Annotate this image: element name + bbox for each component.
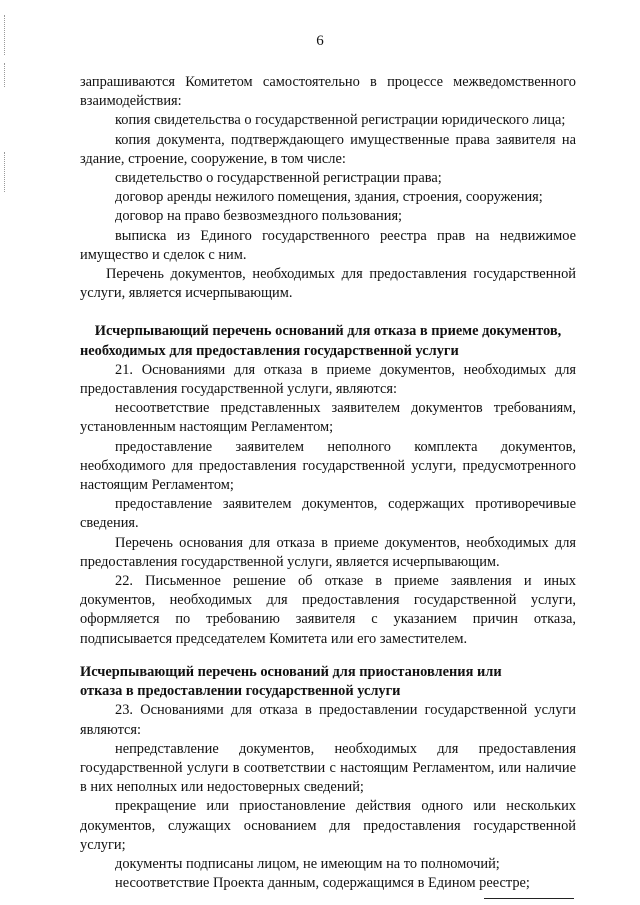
paragraph: несоответствие Проекта данным, содержащимся в Едином реестре; [115, 875, 530, 892]
paragraph: Перечень основания для отказа в приеме документов, необходимых для предоставления государственной услуги, является исчерпывающим. [80, 534, 576, 570]
paragraph: предоставление заявителем неполного комплекта документов, необходимого для предоставления государственной услуги, предусмотренного настоящим Регламентом; [80, 438, 576, 494]
paragraph: договор на право безвозмездного пользования; [115, 208, 403, 225]
paragraph: копия свидетельства о государственной регистрации юридического лица; [115, 112, 566, 129]
page-number: 6 [316, 33, 324, 49]
paragraph: непредставление документов, необходимых для предоставления государственной услуги в соответствии с настоящим Регламентом, или наличие в них неполных или недостоверных сведений; [80, 740, 576, 796]
paragraph: договор аренды нежилого помещения, здания, строения, сооружения; [115, 189, 543, 206]
paragraph: 23. Основаниями для отказа в предоставлении государственной услуги являются: [80, 702, 576, 738]
document-body [80, 73, 576, 893]
paragraph: предоставление заявителем документов, содержащих противоречивые сведения. [80, 496, 576, 532]
section-heading-line: Исчерпывающий перечень оснований для приостановления или [80, 663, 502, 680]
paragraph: 21. Основаниями для отказа в приеме документов, необходимых для предоставления государственной услуги, являются: [80, 361, 576, 398]
section-heading-line: отказа в предоставлении государственной услуги [80, 683, 401, 700]
margin-scan-mark [4, 152, 9, 192]
paragraph: несоответствие представленных заявителем документов требованиям, установленным настоящим Регламентом; [80, 400, 576, 436]
paragraph: 22. Письменное решение об отказе в приеме заявления и иных документов, необходимых для предоставления государственной услуги, оформляется по требованию заявителя с указанием причин отказа, подписывается председателем Комитета или его заместителем. [80, 573, 576, 647]
margin-scan-mark [4, 63, 9, 87]
paragraph: копия документа, подтверждающего имущественные права заявителя на здание, строение, сооружение, в том числе: [80, 131, 576, 167]
paragraph: выписка из Единого государственного реестра прав на недвижимое имущество и сделок с ним. [80, 227, 576, 263]
paragraph: прекращение или приостановление действия одного или нескольких документов, служащих основанием для предоставления государственной услуги; [80, 798, 576, 853]
paragraph: свидетельство о государственной регистрации права; [115, 170, 442, 187]
section-heading: Исчерпывающий перечень оснований для отказа в приеме документов, необходимых для предоставления государственной услуги [80, 323, 562, 359]
paragraph: запрашиваются Комитетом самостоятельно в процессе межведомственного взаимодействия: [80, 74, 576, 110]
paragraph: Перечень документов, необходимых для предоставления государственной услуги, является исчерпывающим. [80, 266, 576, 302]
paragraph: документы подписаны лицом, не имеющим на то полномочий; [115, 855, 500, 872]
section-heading [80, 663, 576, 701]
footer-rule [484, 898, 574, 899]
